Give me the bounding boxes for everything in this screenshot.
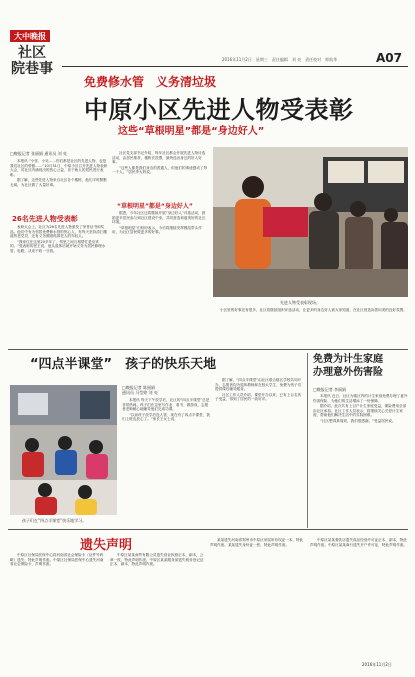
paragraph: “社区想得真周到，我们很感谢。”受益居民说。 <box>320 418 396 423</box>
lead-subtitle-2: “草根明星”都是“身边好人” <box>117 203 193 210</box>
paragraph: “我家住在这里20多年了，邻里之间互相帮忙是应该的。”受表彰的老王说，他从退休后就开始义务为居民修理水管、电路，从来不收一分钱。 <box>10 239 106 253</box>
paragraph: 据悉，今年社区还将继续开展“身边好人”评选活动，鼓励更多居民参与到社区建设中来，共同营造和谐美好的社区环境。 <box>112 211 206 225</box>
section-title-line1: 社区 <box>18 45 46 61</box>
lead-column-1 <box>10 159 108 213</box>
paragraph: 某某遗失河南省郑州市中原区房屋所有权证一本，特此声明作废。某某遗失身份证一张，特此声明作废。 <box>210 538 304 547</box>
paragraph: 本报讯 近日，社区为辖区内的计生家庭免费办理了意外伤害保险，为他们的生活增添了一份保障。 <box>313 394 408 403</box>
lead-kicker: 免费修水管 义务清垃圾 <box>84 75 217 89</box>
section-title <box>8 45 56 77</box>
notice-column-3 <box>210 538 306 671</box>
paragraph: “草根明星”们纷纷表示，今后将继续发挥模范带头作用，为社区居民做更多的好事。 <box>112 225 202 235</box>
notice-column-4 <box>310 538 408 658</box>
paragraph: “这些人都是我们身边的普通人，但他们的事迹感动了每一个人。”居民李大妈说。 <box>112 165 208 175</box>
section-divider-2 <box>8 529 408 530</box>
story2-photo-image <box>10 385 117 515</box>
story2-headline: “四点半课堂” 孩子的快乐天地 <box>30 357 217 372</box>
story2-photo <box>10 385 117 515</box>
notice-title: 遗失声明 <box>80 538 133 553</box>
notice-column-2 <box>110 553 206 671</box>
paragraph: 中原区社保局医保中心将河南省社会保险卡（证件号码略）遗失，特此声明作废。中原区社保局医保中心遗失河南省社会保险卡，声明作废。 <box>10 553 104 567</box>
story2-photo-caption: 孩子们在“四点半课堂”快乐地学习。 <box>22 518 87 523</box>
lead-photo <box>213 147 408 297</box>
masthead-info: 2016年11月2日 星期三 责任编辑 刘 亮 责任校对 师航华 <box>222 57 338 62</box>
lead-subtitle-1: 26名先进人物受表彰 <box>12 215 78 223</box>
paragraph: 据了解，“四点半课堂”由社区联合辖区学校共同开办，志愿者均为退休教师和在校大学生，免费为孩子们提供课后辅导服务。 <box>215 378 302 392</box>
notice-column-1 <box>10 553 106 671</box>
paragraph: 本报讯 “小张、小吴……你们都是社区的先进人物，也是我们社区的骄傲……”10月31日，中原小区召开先进人物表彰大会，对社区内涌现出的热心公益、乐于助人的居民进行表彰。 <box>10 159 108 177</box>
lead-column-3 <box>213 308 408 344</box>
lead-headline: 中原小区先进人物受表彰 <box>84 96 354 124</box>
story2-body-col2 <box>215 378 303 526</box>
section-title-line2: 院巷事 <box>11 61 53 77</box>
notice-date: 2016年11月2日 <box>362 662 392 667</box>
lead-photo-caption: 先进人物受表彰现场。 <box>280 300 320 305</box>
paragraph: 表彰大会上，社区为26名先进人物颁发了荣誉证书和奖品。他们中有为邻居免费修水管的热心人，有每天坚持清扫楼道的老党员，还有义务照顾孤寡老人的年轻人。 <box>10 225 108 239</box>
story2-byline: □晚报记者 陈丽娟 通讯员 马莹婷 刘 亮 <box>122 385 158 395</box>
story3-headline-line2: 办理意外伤害险 <box>313 367 383 378</box>
section-divider <box>8 349 408 350</box>
paragraph: 社区党支部书记介绍，每年社区都会开展先进人物评选活动，由居民推荐、楼栋长投票，最终选出身边的好人好事。 <box>112 151 206 165</box>
paragraph: 小区里的好事还有很多，社区将继续组织评选活动，让更多的身边好人被大家知道，在社区营造向善向美的良好氛围。 <box>220 308 407 312</box>
masthead-rule <box>62 66 408 67</box>
lead-column-2b <box>112 211 208 346</box>
paragraph: 中原区某某餐饮店遗失食品经营许可证正本、副本，特此声明作废。中原区某某商行遗失开户许可证，特此声明作废。 <box>310 538 408 547</box>
paragraph: 本报讯 每天下午放学后，社区的“四点半课堂”总是非常热闹。孩子们在这里写作业、看书、做游戏，志愿者老师耐心地辅导他们完成功课。 <box>122 398 210 412</box>
lead-column-1b <box>10 225 108 345</box>
lead-column-2 <box>112 151 208 201</box>
story3-headline <box>313 353 409 379</box>
paragraph: “以前孩子放学后没人管，现在有了四点半课堂，我们上班也放心了。”家长王女士说。 <box>122 412 210 422</box>
paragraph: 据介绍，此次共有上百户计生家庭受益，保险费用全部由社区承担。社区工作人员表示，将继续关心关爱计生家庭，帮助他们解决生活中的实际困难。 <box>313 404 407 418</box>
column-divider <box>307 353 308 528</box>
paragraph: 据了解，这些先进人物来自社区各个楼栋，他们平时默默无闻，为社区做了大量好事。 <box>10 178 107 187</box>
paragraph: 社区工作人员介绍，课堂开办以来，已有上百名孩子受益，得到了居民的一致好评。 <box>215 392 302 402</box>
lead-subhead: 这些“草根明星”都是“身边好人” <box>118 126 265 137</box>
masthead <box>0 0 415 92</box>
story2-body <box>122 398 210 526</box>
story3-body <box>313 394 409 526</box>
page-number: A07 <box>376 51 402 65</box>
paragraph: 中原区某某商贸有限公司遗失营业执照正本、副本，公章一枚，特此声明作废。中原区某某服务部遗失税务登记证正本、副本，特此声明作废。 <box>110 553 204 567</box>
lead-photo-image <box>213 147 408 297</box>
story3-headline-line1: 免费为计生家庭 <box>313 354 383 365</box>
newspaper-logo: 大中晚报 <box>10 30 50 42</box>
story3-byline: □晚报记者 李丽娟 <box>313 387 347 392</box>
lead-byline: □晚报记者 张丽娟 通讯员 刘 亮 <box>10 151 67 156</box>
